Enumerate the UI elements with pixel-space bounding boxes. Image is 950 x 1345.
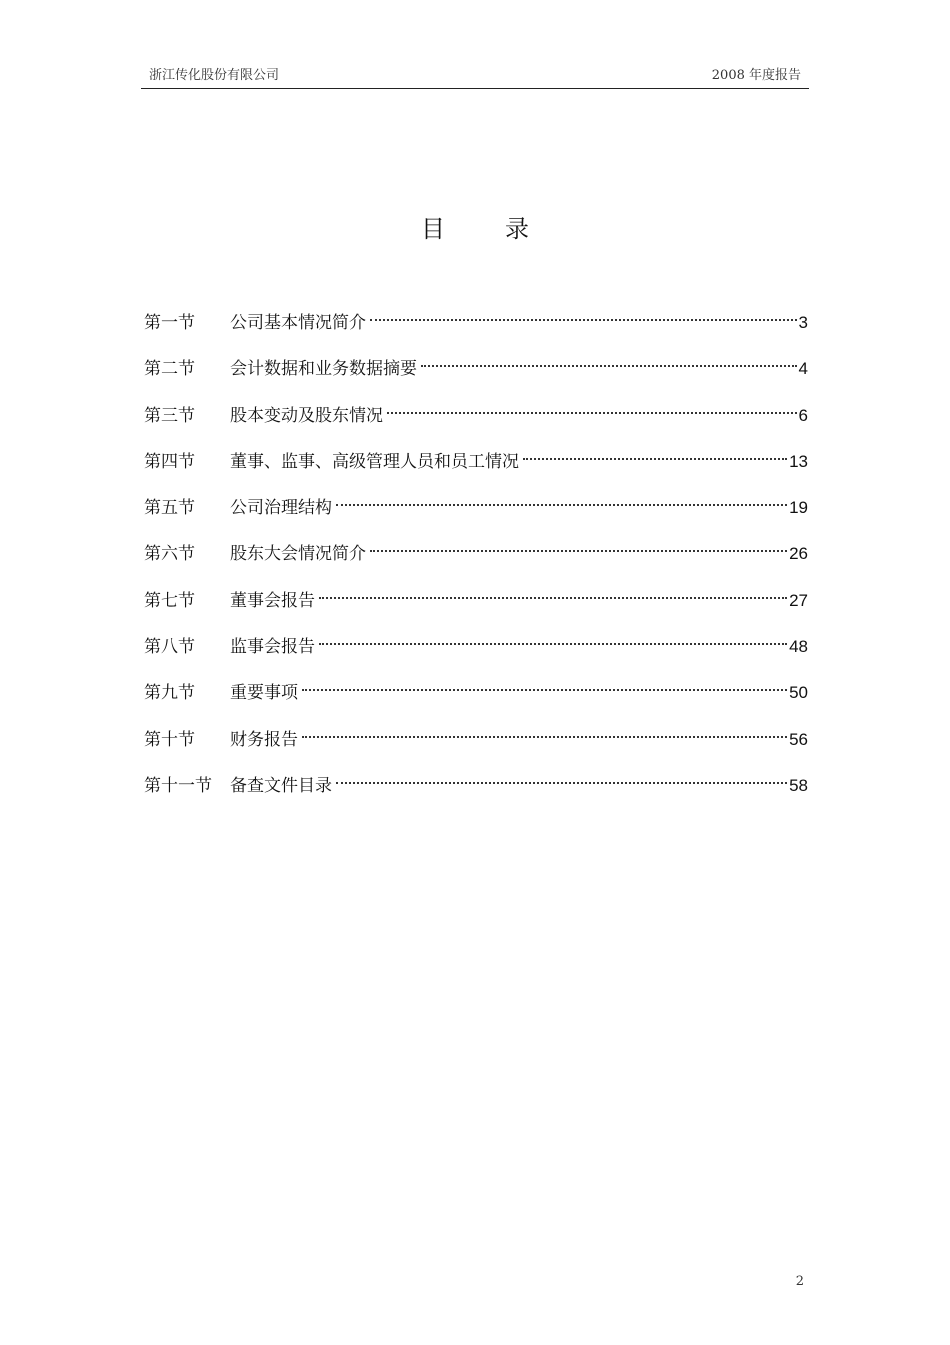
toc-page-number: 50	[789, 683, 808, 703]
toc-entry-7[interactable]	[144, 584, 808, 630]
table-of-contents	[144, 306, 808, 815]
toc-page-number: 58	[789, 775, 808, 795]
toc-title: 目录	[421, 215, 589, 243]
dot-leader	[370, 319, 797, 321]
toc-page-number: 48	[789, 637, 808, 657]
dot-leader	[302, 736, 787, 738]
dot-leader	[421, 365, 797, 367]
toc-page-number: 26	[789, 544, 808, 564]
header-report-title: 2008 年度报告	[711, 68, 801, 83]
toc-entry-4[interactable]	[144, 445, 808, 491]
toc-entry-6[interactable]	[144, 537, 808, 583]
toc-entry-10[interactable]	[144, 723, 808, 769]
toc-page-number: 13	[789, 451, 808, 471]
dot-leader	[302, 689, 787, 691]
page-number: 2	[795, 1274, 804, 1289]
toc-page-number: 4	[798, 359, 808, 379]
toc-section-title: 会计数据和业务数据摘要	[230, 359, 417, 380]
toc-section-number: 第八节	[144, 637, 195, 658]
toc-section-number: 第九节	[144, 683, 195, 704]
toc-page-number: 6	[798, 405, 808, 425]
toc-section-number: 第五节	[144, 498, 195, 519]
dot-leader	[336, 504, 787, 506]
toc-section-number: 第七节	[144, 590, 195, 611]
toc-section-number: 第六节	[144, 544, 195, 565]
dot-leader	[523, 458, 787, 460]
toc-page-number: 56	[789, 729, 808, 749]
toc-section-title: 股东大会情况简介	[230, 544, 366, 565]
dot-leader	[370, 550, 787, 552]
toc-entry-9[interactable]	[144, 676, 808, 722]
toc-section-number: 第一节	[144, 313, 195, 333]
toc-page-number: 3	[798, 313, 808, 332]
toc-section-number: 第十节	[144, 729, 195, 750]
toc-entry-3[interactable]	[144, 399, 808, 445]
toc-page-number: 27	[789, 590, 808, 610]
toc-section-title: 董事会报告	[230, 590, 315, 611]
toc-section-number: 第三节	[144, 405, 195, 426]
dot-leader	[336, 782, 787, 784]
toc-section-title: 公司治理结构	[230, 498, 332, 519]
toc-page-number: 19	[789, 498, 808, 518]
toc-entry-5[interactable]	[144, 491, 808, 537]
toc-section-title: 公司基本情况简介	[230, 313, 366, 333]
toc-entry-2[interactable]	[144, 352, 808, 398]
toc-section-title: 重要事项	[230, 683, 298, 704]
toc-section-title: 财务报告	[230, 729, 298, 750]
header-company-name: 浙江传化股份有限公司	[149, 68, 280, 83]
toc-section-title: 备查文件目录	[230, 775, 332, 796]
toc-entry-1[interactable]	[144, 306, 808, 352]
toc-section-title: 董事、监事、高级管理人员和员工情况	[230, 451, 519, 472]
toc-section-title: 监事会报告	[230, 637, 315, 658]
toc-entry-11[interactable]	[144, 769, 808, 815]
toc-entry-8[interactable]	[144, 630, 808, 676]
dot-leader	[319, 643, 787, 645]
dot-leader	[319, 597, 787, 599]
dot-leader	[387, 412, 797, 414]
toc-section-title: 股本变动及股东情况	[230, 405, 383, 426]
page-header	[141, 66, 809, 89]
toc-section-number: 第十一节	[144, 775, 212, 796]
toc-section-number: 第四节	[144, 451, 195, 472]
toc-section-number: 第二节	[144, 359, 195, 380]
